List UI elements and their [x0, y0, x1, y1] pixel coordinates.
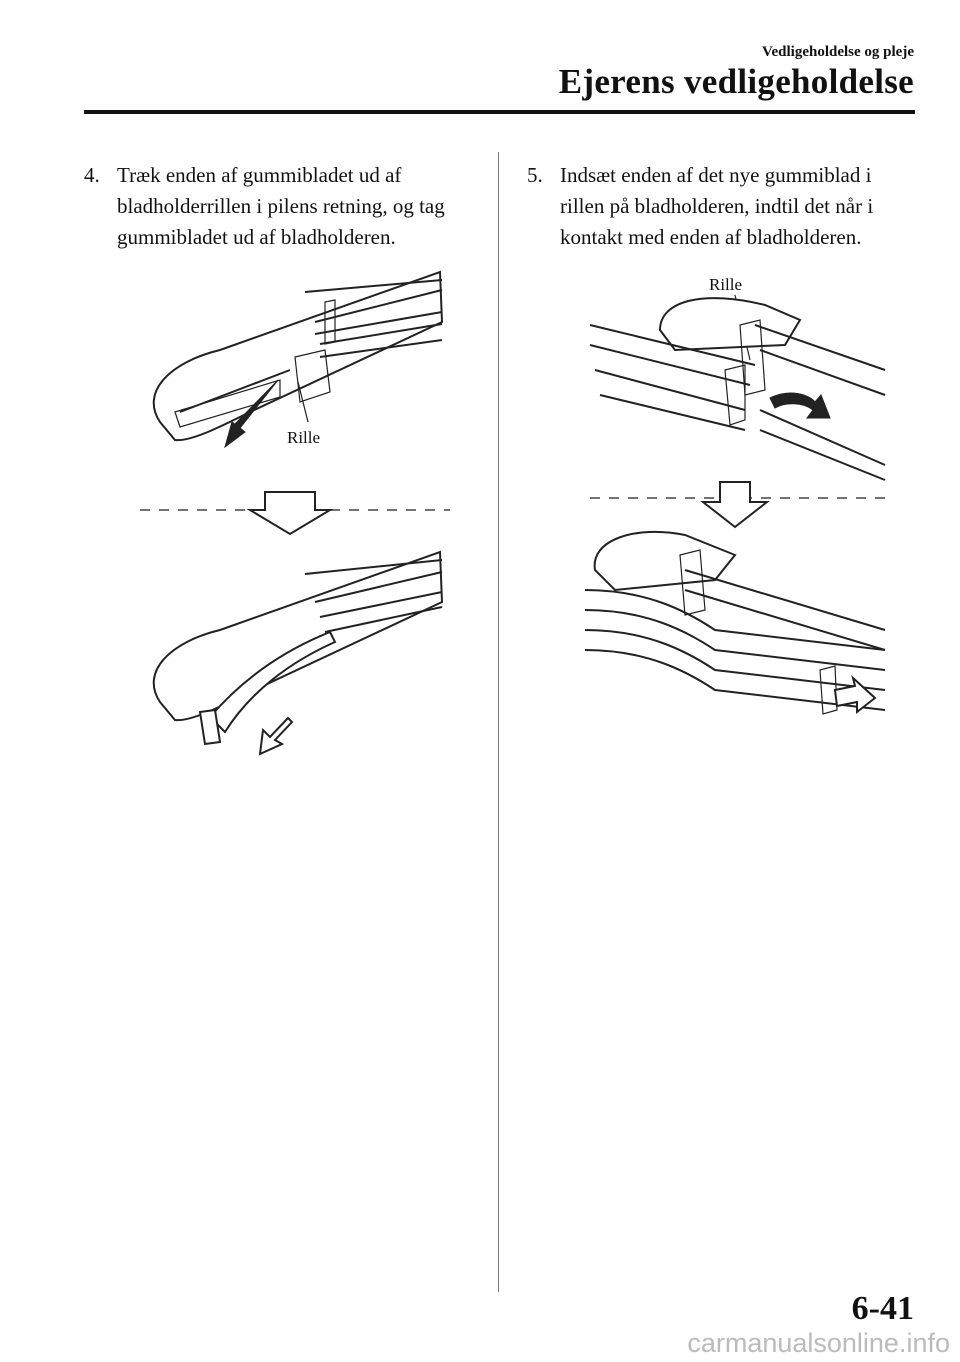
wiper-installation-illustration: [585, 270, 895, 750]
step-5-number: 5.: [527, 163, 543, 187]
step-5: [527, 160, 927, 253]
page-title: Ejerens vedligeholdelse: [558, 62, 914, 101]
header-rule: [84, 110, 915, 114]
down-arrow-icon: [250, 492, 330, 534]
section-subtitle: Vedligeholdelse og pleje: [762, 44, 914, 60]
bend-arrow-icon: [260, 718, 292, 754]
wiper-holder-bottom: [154, 552, 442, 744]
step-4-number: 4.: [84, 163, 100, 187]
wiper-blade-bottom: [585, 532, 885, 714]
step-5-text: Indsæt enden af det nye gummiblad i rillen på bladholderen, indtil det når i kontakt med enden af bladholderen.: [560, 163, 874, 249]
column-divider: [498, 152, 499, 1292]
wiper-holder-top: [154, 272, 442, 440]
wiper-blade-top: [590, 298, 885, 480]
step-4-text: Træk enden af gummibladet ud af bladholderrillen i pilens retning, og tag gummibladet ud af bladholderen.: [117, 163, 445, 249]
rille-label: Rille: [709, 275, 743, 294]
page-number: 6-41: [851, 1290, 914, 1327]
watermark: carmanualsonline.info: [687, 1328, 950, 1358]
step-4: [84, 160, 484, 253]
insert-arrow-icon: [770, 393, 830, 418]
rille-label: Rille: [287, 428, 321, 447]
down-arrow-icon: [703, 482, 767, 527]
wiper-removal-illustration: [130, 262, 460, 772]
